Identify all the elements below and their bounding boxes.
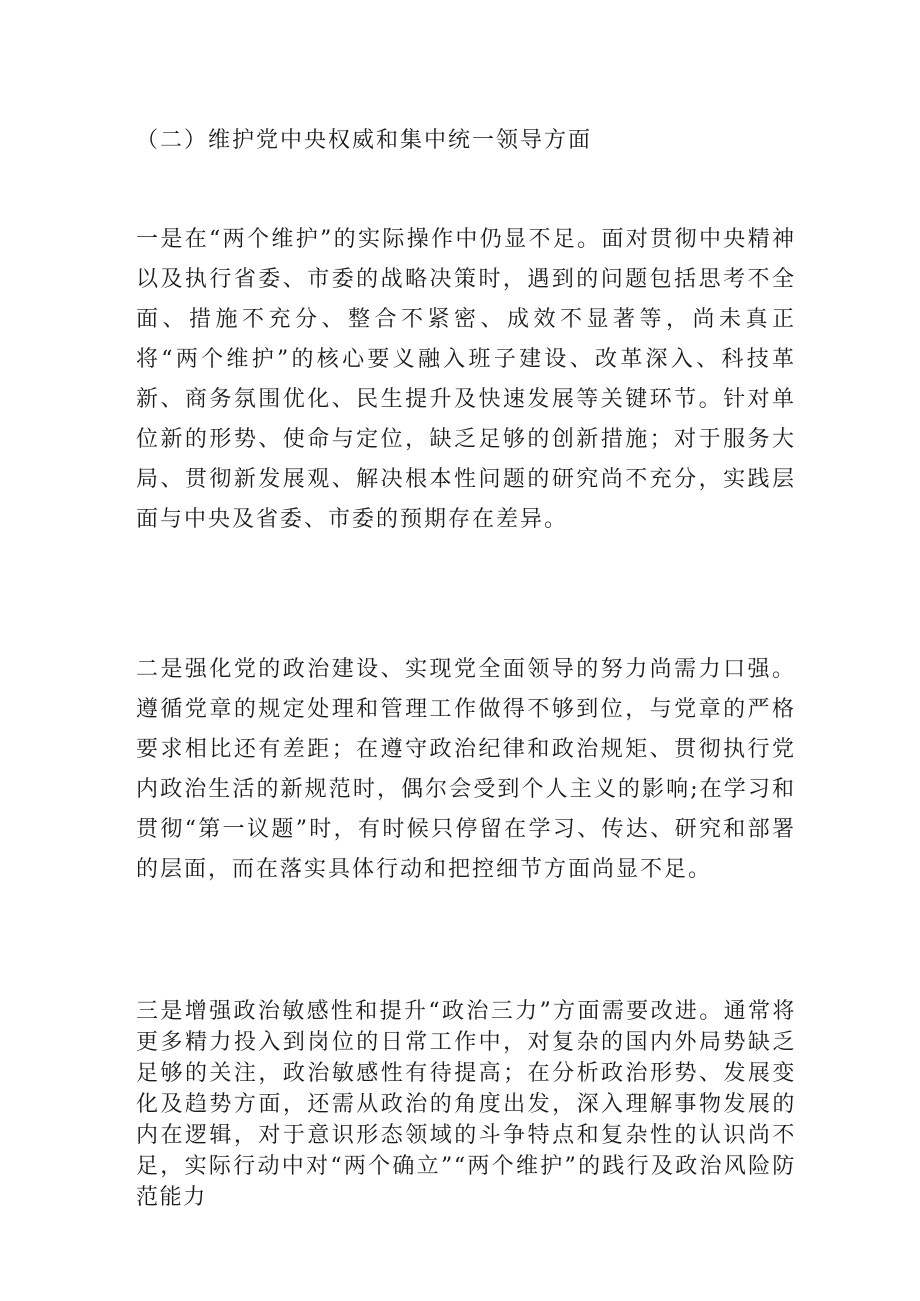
paragraph-2: 二是强化党的政治建设、实现党全面领导的努力尚需力口强。遵循党章的规定处理和管理工作做得不够到位，与党章的严格要求相比还有差距；在遵守政治纪律和政治规矩、贯彻执行党内政治生活的新规范时，偶尔会受到个人主义的影响;在学习和贯彻“第一议题”时，有时候只停留在学习、传达、研究和部署的层面，而在落实具体行动和把控细节方面尚显不足。 xyxy=(136,657,796,882)
paragraph-1: 一是在“两个维护”的实际操作中仍显不足。面对贯彻中央精神以及执行省委、市委的战略决策时，遇到的问题包括思考不全面、措施不充分、整合不紧密、成效不显著等，尚未真正将“两个维护”的核心要义融入班子建设、改革深入、科技革新、商务氛围优化、民生提升及快速发展等关键环节。针对单位新的形势、使命与定位，缺乏足够的创新措施；对于服务大局、贯彻新发展观、解决根本性问题的研究尚不充分，实践层面与中央及省委、市委的预期存在差异。 xyxy=(136,227,796,532)
section-heading: （二）维护党中央权威和集中统一领导方面 xyxy=(136,128,593,153)
paragraph-3: 三是增强政治敏感性和提升“政治三力”方面需要改进。通常将更多精力投入到岗位的日常工作中，对复杂的国内外局势缺乏足够的关注，政治敏感性有待提高；在分析政治形势、发展变化及趋势方面，还需从政治的角度出发，深入理解事物发展的内在逻辑，对于意识形态领域的斗争特点和复杂性的认识尚不足，实际行动中对“两个确立”“两个维护”的践行及政治风险防范能力 xyxy=(136,999,796,1210)
